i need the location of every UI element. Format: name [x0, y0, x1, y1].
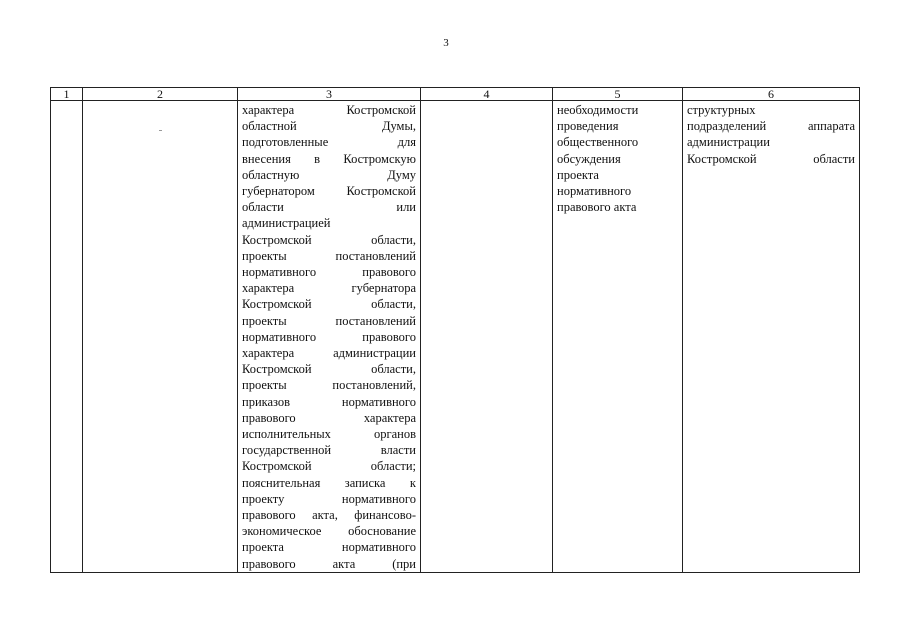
text-line: Костромской области; — [242, 459, 416, 474]
text-line: нормативного — [557, 184, 632, 199]
text-line: правового акта — [557, 200, 637, 215]
text-line: Костромской области, — [242, 362, 416, 377]
text-line: нормативного правового — [242, 265, 416, 280]
text-line: структурных — [687, 103, 756, 117]
procedure-text — [553, 101, 682, 215]
text-line: проекта — [557, 167, 599, 182]
text-line: правового акта (при — [242, 556, 416, 571]
text-line: Костромской области, — [242, 297, 416, 312]
text-line: обсуждения — [557, 151, 621, 166]
cell-col1 — [51, 101, 83, 573]
text-line: Костромской области — [687, 151, 855, 166]
text-line: проекты постановлений, — [242, 378, 416, 393]
text-line: правового характера — [242, 410, 416, 425]
column-header-4: 4 — [421, 88, 553, 101]
column-header-5: 5 — [553, 88, 683, 101]
text-line: экономическое обоснование — [242, 524, 416, 539]
column-header-2: 2 — [83, 88, 238, 101]
text-line: губернатором Костромской — [242, 184, 416, 199]
text-line: проекта нормативного — [242, 540, 416, 555]
header-row — [51, 88, 860, 101]
scan-speck — [159, 130, 162, 131]
text-line: приказов нормативного — [242, 394, 416, 409]
text-line: правового акта, финансово- — [242, 508, 416, 523]
text-line: подразделений аппарата — [687, 119, 855, 134]
column-header-1: 1 — [51, 88, 83, 101]
cell-col2 — [83, 101, 238, 573]
text-line: нормативного правового — [242, 329, 416, 344]
text-line: проекту нормативного — [242, 491, 416, 506]
text-line: администрации — [687, 135, 770, 150]
text-line: администрацией — [242, 216, 331, 231]
document-table — [50, 87, 860, 573]
text-line: характера администрации — [242, 346, 416, 361]
cell-col5 — [553, 101, 683, 573]
text-line: необходимости — [557, 103, 639, 117]
table-row — [51, 101, 860, 573]
column-header-3: 3 — [238, 88, 421, 101]
cell-col4 — [421, 101, 553, 573]
responsible-units-text — [683, 101, 859, 167]
text-line: области или — [242, 200, 416, 215]
text-line: проекты постановлений — [242, 248, 416, 263]
page-number: 3 — [443, 37, 449, 49]
text-line: проведения — [557, 119, 619, 134]
cell-col6 — [683, 101, 860, 573]
text-line: исполнительных органов — [242, 427, 416, 442]
text-line: подготовленные для — [242, 135, 416, 150]
text-line: характера Костромской — [242, 103, 416, 117]
text-line: характера губернатора — [242, 281, 416, 296]
column-header-6: 6 — [683, 88, 860, 101]
text-line: пояснительная записка к — [242, 475, 416, 490]
document-types-text — [238, 101, 420, 572]
cell-col3 — [238, 101, 421, 573]
text-line: государственной власти — [242, 443, 416, 458]
text-line: внесения в Костромскую — [242, 151, 416, 166]
text-line: Костромской области, — [242, 232, 416, 247]
text-line: проекты постановлений — [242, 313, 416, 328]
text-line: областной Думы, — [242, 119, 416, 134]
text-line: общественного — [557, 135, 639, 150]
text-line: областную Думу — [242, 167, 416, 182]
